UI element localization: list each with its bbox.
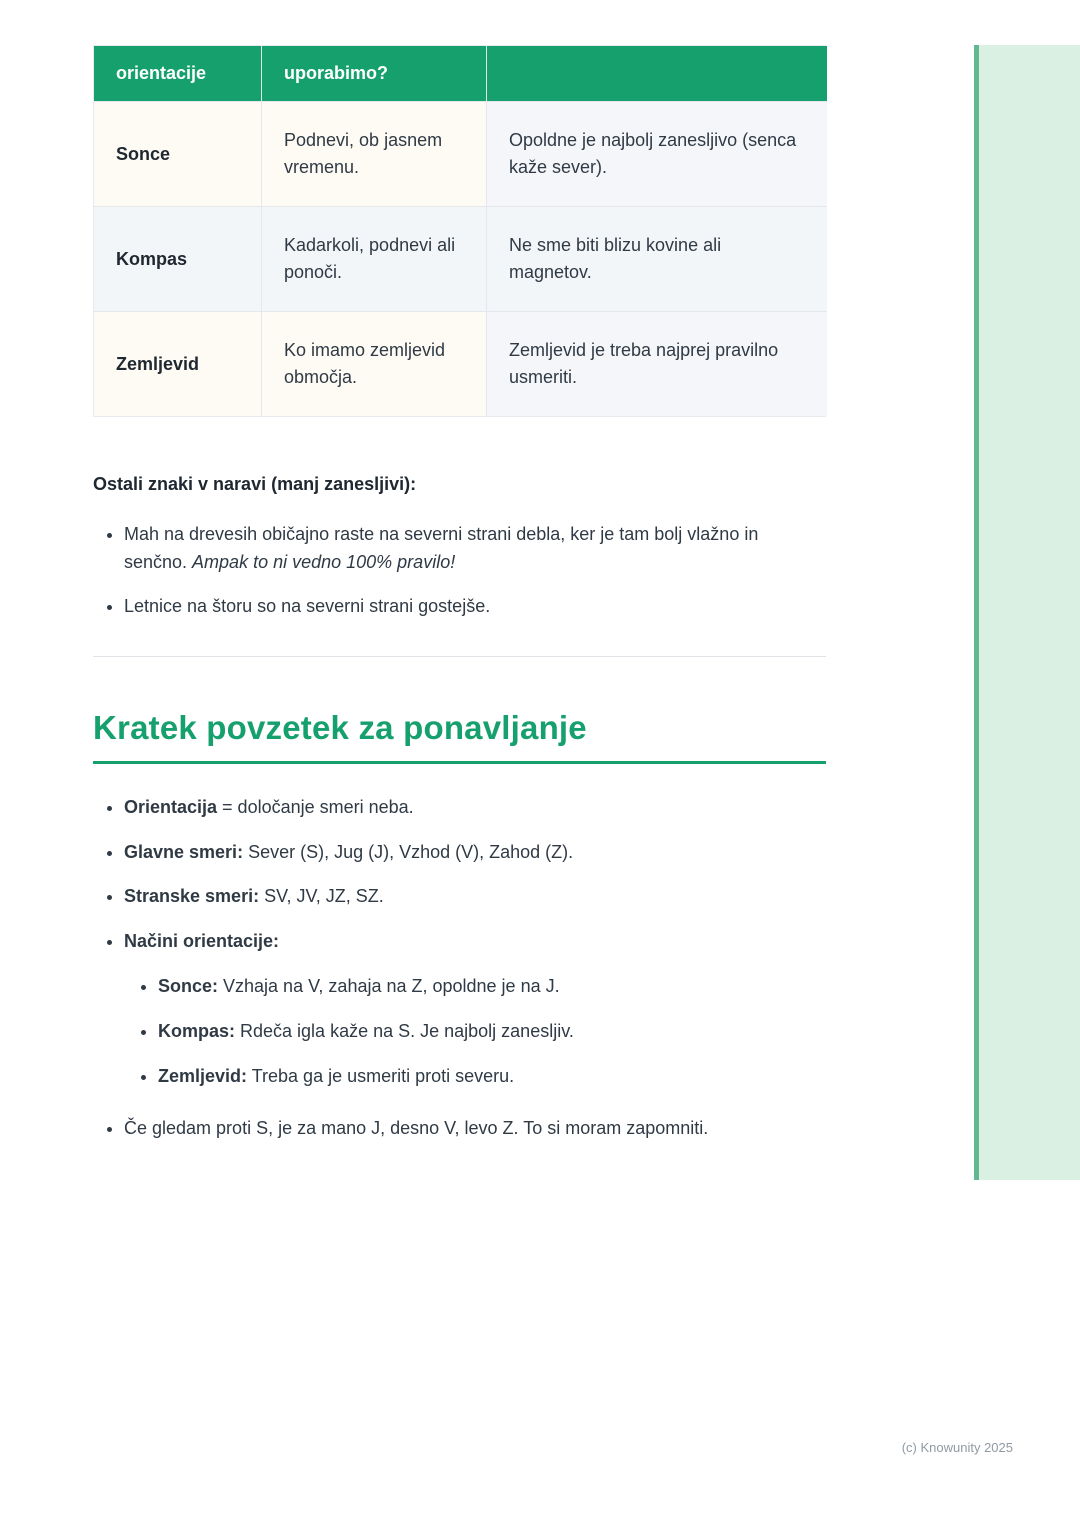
- section-divider: [93, 656, 826, 657]
- table-row-kompas: [94, 206, 825, 311]
- cell-method: Zemljevid: [94, 311, 261, 416]
- signs-list: [93, 521, 826, 621]
- list-item: [158, 973, 826, 1001]
- main-content: [93, 45, 826, 1160]
- item-bold: Načini orientacije:: [124, 931, 280, 952]
- cell-method: Kompas: [94, 206, 261, 311]
- list-item: [124, 839, 826, 867]
- signs-item-text: Letnice na štoru so na severni strani gostejše.: [124, 595, 491, 616]
- list-item: [158, 1063, 826, 1091]
- table-header-note: [486, 46, 827, 101]
- list-item: [124, 593, 826, 621]
- cell-note: Zemljevid je treba najprej pravilno usmeriti.: [486, 311, 827, 416]
- heading-underline: [93, 761, 826, 764]
- signs-item-italic: Ampak to ni vedno 100% pravilo!: [192, 551, 456, 572]
- list-item: [158, 1018, 826, 1046]
- item-bold: Kompas:: [158, 1021, 236, 1042]
- item-rest: Sever (S), Jug (J), Vzhod (V), Zahod (Z).: [243, 841, 574, 862]
- list-item: [124, 928, 826, 1091]
- list-item: [124, 883, 826, 911]
- signs-item-text: Mah na drevesih običajno raste na severni strani debla, ker je tam bolj vlažno in senčno.: [124, 524, 759, 572]
- item-rest: Treba ga je usmeriti proti severu.: [247, 1066, 515, 1087]
- summary-heading: Kratek povzetek za ponavljanje: [93, 708, 587, 746]
- cell-when: Podnevi, ob jasnem vremenu.: [261, 101, 486, 206]
- item-rest: Vzhaja na V, zahaja na Z, opoldne je na J.: [218, 976, 560, 997]
- summary-sublist: [124, 973, 826, 1091]
- table-header-method: orientacije: [94, 46, 261, 101]
- item-rest: = določanje smeri neba.: [217, 796, 414, 817]
- cell-method: Sonce: [94, 101, 261, 206]
- cell-when: Ko imamo zemljevid območja.: [261, 311, 486, 416]
- list-item: [124, 1115, 826, 1143]
- table-row-zemljevid: [94, 311, 825, 416]
- item-bold: Glavne smeri:: [124, 841, 244, 862]
- list-item: [124, 521, 826, 577]
- item-rest: Če gledam proti S, je za mano J, desno V, levo Z. To si moram zapomniti.: [124, 1117, 709, 1138]
- table-row-sonce: [94, 101, 825, 206]
- cell-when: Kadarkoli, podnevi ali ponoči.: [261, 206, 486, 311]
- cell-note: Ne sme biti blizu kovine ali magnetov.: [486, 206, 827, 311]
- item-bold: Orientacija: [124, 796, 218, 817]
- item-bold: Zemljevid:: [158, 1066, 248, 1087]
- item-bold: Stranske smeri:: [124, 886, 260, 907]
- accent-sidebar: [974, 45, 1080, 1180]
- list-item: [124, 794, 826, 822]
- item-bold: Sonce:: [158, 976, 219, 997]
- orientation-table: [93, 45, 826, 417]
- table-header-when: uporabimo?: [261, 46, 486, 101]
- signs-lead: Ostali znaki v naravi (manj zanesljivi):: [93, 474, 417, 494]
- cell-note: Opoldne je najbolj zanesljivo (senca kaže sever).: [486, 101, 827, 206]
- summary-list: [93, 794, 826, 1143]
- footer-credit: (c) Knowunity 2025: [901, 1440, 1013, 1455]
- item-rest: SV, JV, JZ, SZ.: [259, 886, 384, 907]
- item-rest: Rdeča igla kaže na S. Je najbolj zanesljiv.: [235, 1021, 574, 1042]
- table-header-row: [94, 46, 825, 101]
